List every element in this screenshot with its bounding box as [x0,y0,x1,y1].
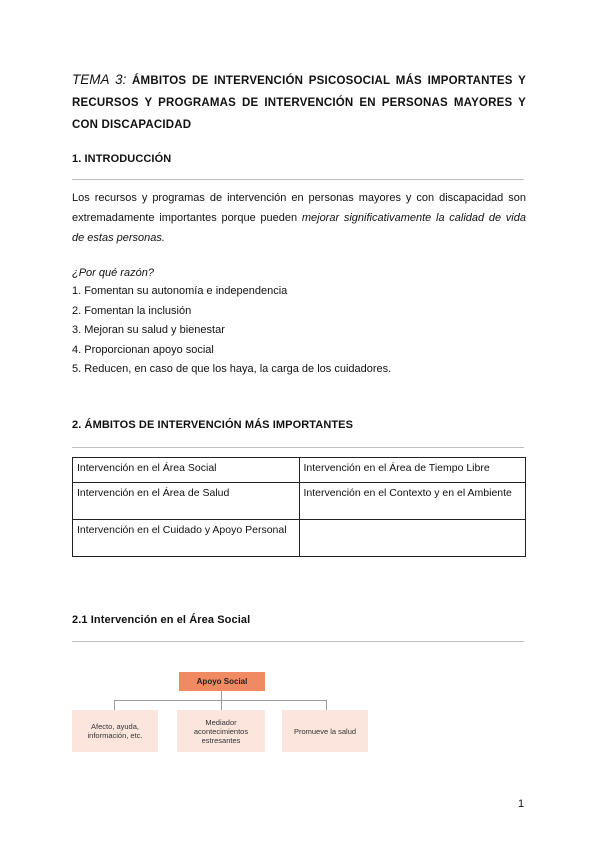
reason-item: 1. Fomentan su autonomía e independencia [72,285,288,297]
section-2-1-rule [72,641,524,642]
section-2-rule [72,447,524,448]
apoyo-social-diagram [72,668,372,758]
title-text: ÁMBITOS DE INTERVENCIÓN PSICOSOCIAL MÁS IMPORTANTES Y RECURSOS Y PROGRAMAS DE INTERVENCIÓN EN PERSONAS MAYORES Y CON DISCAPACIDAD [72,75,526,131]
section-2-heading: 2. ÁMBITOS DE INTERVENCIÓN MÁS IMPORTANTES [72,419,354,431]
reasons-list [72,282,391,380]
table-cell: Intervención en el Área Social [73,458,300,483]
section-1-heading: 1. INTRODUCCIÓN [72,153,172,165]
section-1-rule [72,179,524,180]
diagram-connector [221,700,222,710]
reason-item: 4. Proporcionan apoyo social [72,343,214,356]
table-cell: Intervención en el Cuidado y Apoyo Personal [73,520,300,557]
diagram-child-node: Promueve la salud [282,710,368,752]
table-cell: Intervención en el Contexto y en el Ambiente [299,483,526,520]
diagram-connector [221,691,222,700]
diagram-connector [114,700,326,701]
reason-item: 2. Fomentan la inclusión [72,304,192,317]
reason-item: 3. Mejoran su salud y bienestar [72,324,225,336]
diagram-child-node: Mediador acontecimientos estresantes [177,710,265,752]
reason-item: 5. Reducen, en caso de que los haya, la carga de los cuidadores. [72,363,392,375]
diagram-root-node: Apoyo Social [179,672,265,691]
table-cell: Intervención en el Área de Tiempo Libre [299,458,526,483]
intro-paragraph-emphasis: mejorar significativamente la calidad de vida de estas personas. [72,212,526,244]
reasons-question: ¿Por qué razón? [72,267,154,279]
table-cell [299,520,526,557]
table-cell: Intervención en el Área de Salud [73,483,300,520]
table-row [73,483,526,520]
ambitos-table [72,457,526,557]
document-title [72,69,526,136]
diagram-connector [326,700,327,710]
title-tema-label: TEMA 3: [72,72,127,87]
diagram-child-node: Afecto, ayuda, información, etc. [72,710,158,752]
table-row [73,458,526,483]
intro-paragraph-text: Los recursos y programas de intervención en personas mayores y con discapacidad son extremadamente importantes porque pueden [72,192,526,224]
table-row [73,520,526,557]
diagram-connector [114,700,115,710]
page-number: 1 [518,798,525,810]
intro-paragraph [72,188,526,248]
section-2-1-heading: 2.1 Intervención en el Área Social [72,614,251,626]
